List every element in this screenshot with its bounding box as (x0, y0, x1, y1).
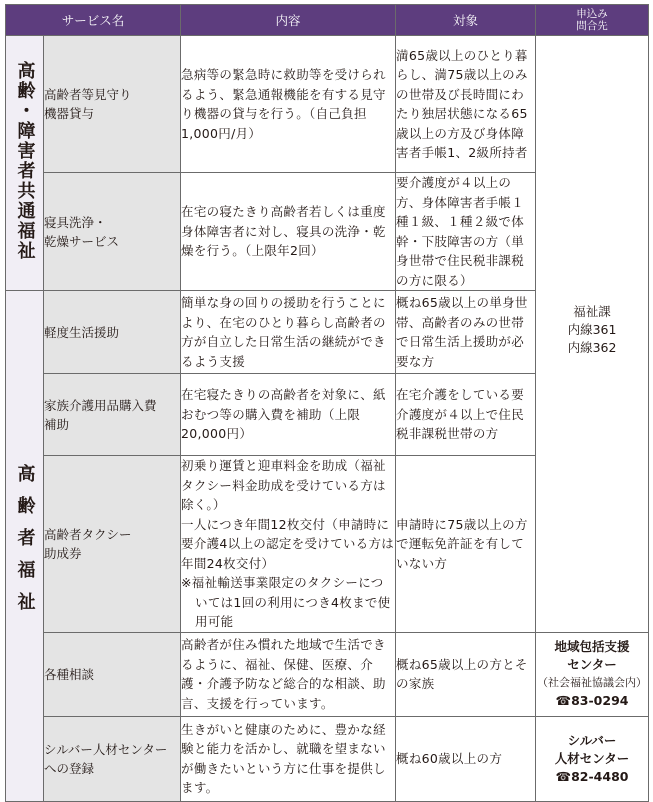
service-name (44, 291, 181, 374)
service-name-line: への登録 (44, 760, 95, 776)
service-name (44, 374, 181, 456)
service-content (181, 291, 396, 374)
contact-ext: 内線362 (567, 340, 617, 355)
service-target: 概ね65歳以上の方とその家族 (396, 632, 536, 716)
content-text: 在宅寝たきりの高齢者を対象に、紙おむつ等の購入費を補助（上限20,000円） (181, 387, 386, 442)
header-service-name: サービス名 (6, 5, 181, 36)
content-text: 一人につき年間12枚交付（申請時に要介護4以上の認定を受けている方は年間24枚交付） (181, 516, 395, 571)
contact-org-sub: （社会福祉協議会内） (537, 676, 648, 689)
service-name-line: 乾燥サービス (44, 233, 120, 249)
service-content (181, 36, 396, 173)
category-elderly-welfare (6, 291, 44, 802)
contact-org-name: 人材センター (554, 750, 630, 766)
header-content: 内容 (181, 5, 396, 36)
content-text: 生きがいと健康のために、豊かな経験と能力を活かし、就職を望まないが働きたいという方に仕事を提供します。 (181, 721, 386, 795)
content-text: 初乗り運賃と迎車料金を助成（福祉タクシー料金助成を受けている方は除く。） (181, 458, 386, 512)
service-content (181, 716, 396, 801)
service-name (44, 456, 181, 633)
service-name-line: 高齢者等見守り (44, 87, 132, 102)
content-note: ※福祉輸送事業限定のタクシーについては1回の利用につき4枚まで使用可能 (181, 575, 391, 629)
service-name-line: 機器貸与 (44, 106, 95, 121)
content-text: 簡単な身の回りの援助を行うことにより、在宅のひとり暮らし高齢者の方が自立した日常生活の継続ができるよう支援 (181, 295, 386, 369)
service-name-line: 各種相談 (44, 666, 95, 682)
contact-silver-center (536, 716, 649, 801)
service-name-line: 高齢者タクシー (44, 526, 132, 542)
service-name-line: シルバー人材センター (44, 741, 168, 757)
contact-phone: ☎83-0294 (555, 693, 629, 708)
service-content (181, 173, 396, 291)
table-row (6, 632, 649, 716)
service-name-line: 寝具洗浄・ (44, 214, 107, 230)
service-target: 申請時に75歳以上の方で運転免許証を有していない方 (396, 456, 536, 633)
contact-ext: 内線361 (567, 322, 617, 337)
category-label: 高齢・障害者共通福祉 (14, 61, 36, 261)
category-shared-welfare (6, 36, 44, 291)
table-row (6, 36, 649, 173)
header-contact-line2: 問合先 (576, 20, 608, 32)
content-text: 急病等の緊急時に救助等を受けられるよう、緊急通報機能を有する見守り機器の貸与を行う。（自己負担1,000円/月） (181, 67, 386, 141)
header-contact (536, 5, 649, 36)
contact-dept: 福祉課 (573, 304, 611, 319)
service-name-line: 家族介護用品購入費 (44, 397, 157, 413)
table-row (6, 716, 649, 801)
contact-welfare-dept (536, 36, 649, 633)
service-name-line: 軽度生活援助 (44, 324, 120, 340)
service-content (181, 456, 396, 633)
contact-org-name: シルバー (567, 732, 617, 748)
table-header-row (6, 5, 649, 36)
content-text: 在宅の寝たきり高齢者若しくは重度身体障害者に対し、寝具の洗浄・乾燥を行う。（上限年2回） (181, 204, 386, 259)
service-content (181, 374, 396, 456)
content-text: 高齢者が住み慣れた地域で生活できるように、福祉、保健、医療、介護・介護予防など総合的な相談、助言、支援を行っています。 (181, 637, 386, 711)
services-table (5, 4, 649, 802)
service-content (181, 632, 396, 716)
contact-org-name: センター (567, 657, 617, 672)
header-target: 対象 (396, 5, 536, 36)
service-name-line: 補助 (44, 416, 70, 432)
category-label: 高齢者福祉 (14, 463, 36, 624)
service-name-line: 助成券 (44, 545, 82, 561)
service-target: 要介護度が４以上の方、身体障害者手帳１種１級、１種２級で体幹・下肢障害の方（単身世帯で住民税非課税の方に限る） (396, 173, 536, 291)
service-name (44, 716, 181, 801)
contact-community-center (536, 632, 649, 716)
header-contact-line1: 申込み (576, 8, 608, 20)
service-name (44, 36, 181, 173)
service-target: 概ね65歳以上の単身世帯、高齢者のみの世帯で日常生活上援助が必要な方 (396, 291, 536, 374)
service-target: 満65歳以上のひとり暮らし、満75歳以上のみの世帯及び長時間にわたり独居状態になる65歳以上の方及び身体障害者手帳1、2級所持者 (396, 36, 536, 173)
service-name (44, 632, 181, 716)
service-target: 在宅介護をしている要介護度が４以上で住民税非課税世帯の方 (396, 374, 536, 456)
service-name (44, 173, 181, 291)
contact-org-name: 地域包括支援 (554, 639, 630, 654)
contact-phone: ☎82-4480 (555, 768, 629, 784)
service-target: 概ね60歳以上の方 (396, 716, 536, 801)
